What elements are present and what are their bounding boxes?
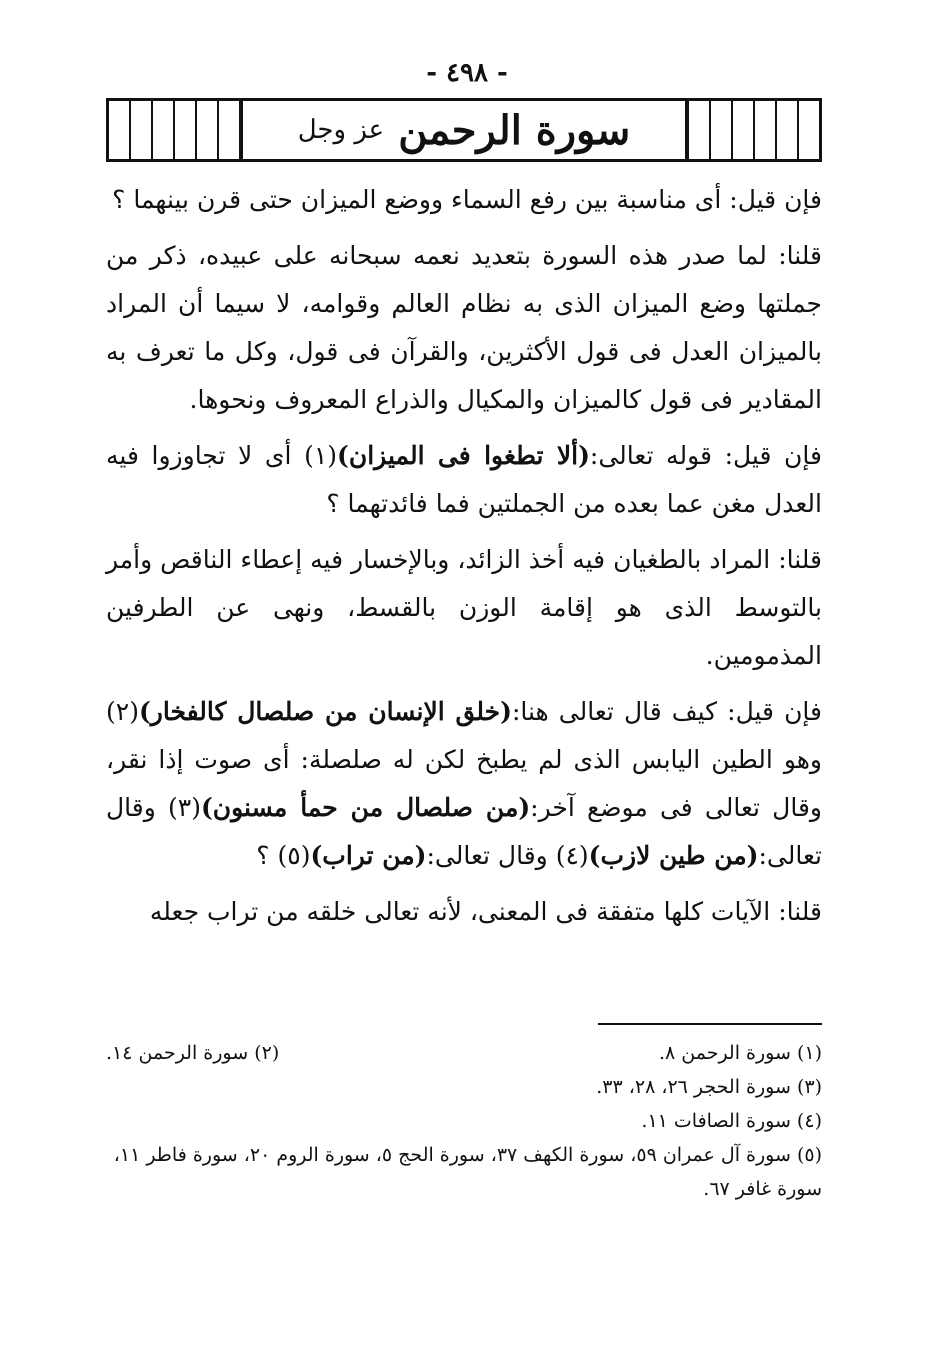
footnotes <box>106 1036 822 1206</box>
footnote-4: (٤) سورة الصافات ١١. <box>641 1110 822 1132</box>
paragraph-question-1 <box>106 176 822 224</box>
question-text: وقال تعالى: <box>426 841 556 870</box>
question-text: وهو الطين اليابس الذى لم يطبخ لكن له صلصلة: أى صوت إذا نقر، وقال تعالى فى موضع آخر: <box>106 745 822 822</box>
answer-text: المراد بالطغيان فيه أخذ الزائد، وبالإخسار فيه إعطاء الناقص وأمر بالتوسط الذى هو إقامة الوزن بالقسط، ونهى عن الطرفين المذمومين. <box>106 545 822 670</box>
footnote-ref: (١) <box>304 441 338 470</box>
quran-verse: (من تراب) <box>310 841 427 870</box>
question-marker: فإن قيل: <box>729 185 822 214</box>
question-text: قوله تعالى: <box>589 441 725 470</box>
answer-marker: قلنا: <box>778 545 822 574</box>
quran-verse: (من صلصال من حمأ مسنون) <box>200 793 531 822</box>
question-text: أى لا تجاوزوا فيه العدل مغن عما بعده من الجملتين فما فائدتهما ؟ <box>106 441 822 518</box>
surah-name: سورة الرحمن <box>398 106 631 154</box>
footnote-row <box>106 1036 822 1070</box>
footnote-ref: (٤) <box>555 841 589 870</box>
question-marker: فإن قيل: <box>724 441 822 470</box>
question-marker: فإن قيل: <box>727 697 823 726</box>
question-text: أى مناسبة بين رفع السماء ووضع الميزان حتى قرن بينهما ؟ <box>112 185 730 214</box>
question-text: ؟ <box>256 841 278 870</box>
quran-verse: (من طين لازب) <box>588 841 759 870</box>
paragraph-answer-3 <box>106 888 822 936</box>
footnote-1: (١) سورة الرحمن ٨. <box>658 1042 822 1064</box>
title-box-right-cells <box>687 101 819 159</box>
paragraph-answer-1 <box>106 232 822 424</box>
quran-verse: (ألا تطغوا فى الميزان) <box>337 441 590 470</box>
footnote-5: (٥) سورة آل عمران ٥٩، سورة الكهف ٣٧، سورة الحج ٥، سورة الروم ٢٠، سورة فاطر ١١، سورة غافر ٦٧. <box>113 1144 822 1200</box>
surah-epithet: عز وجل <box>297 115 385 145</box>
surah-title-box <box>106 98 822 162</box>
footnote-ref: (٣) <box>167 793 201 822</box>
answer-text: الآيات كلها متفقة فى المعنى، لأنه تعالى خلقه من تراب جعله <box>149 897 779 926</box>
question-text: وقال تعالى: <box>106 793 822 870</box>
footnote-divider <box>598 1023 822 1025</box>
paragraph-question-3 <box>106 688 822 880</box>
footnote-ref: (٢) <box>106 697 139 726</box>
paragraph-answer-2 <box>106 536 822 680</box>
answer-marker: قلنا: <box>778 897 822 926</box>
page-number: - ٤٩٨ - <box>426 58 508 88</box>
answer-marker: قلنا: <box>778 241 822 270</box>
footnote-ref: (٥) <box>277 841 311 870</box>
footnote-2: (٢) سورة الرحمن ١٤. <box>106 1042 280 1064</box>
main-text <box>106 176 822 944</box>
answer-text: لما صدر هذه السورة بتعديد نعمه سبحانه على عبيده، ذكر من جملتها وضع الميزان الذى به نظام العالم وقوامه، لا سيما أن المراد بالميزان العدل فى قول الأكثرين، والقرآن فى قول، وكل ما تعرف به المقادير فى قول كالميزان والمكيال والذراع المعروف ونحوها. <box>106 241 822 414</box>
title-box-left-cells <box>109 101 241 159</box>
quran-verse: (خلق الإنسان من صلصال كالفخار) <box>138 697 512 726</box>
paragraph-question-2 <box>106 432 822 528</box>
surah-title <box>241 101 687 159</box>
footnote-3: (٣) سورة الحجر ٢٦، ٢٨، ٣٣. <box>596 1076 822 1098</box>
question-text: كيف قال تعالى هنا: <box>511 697 728 726</box>
